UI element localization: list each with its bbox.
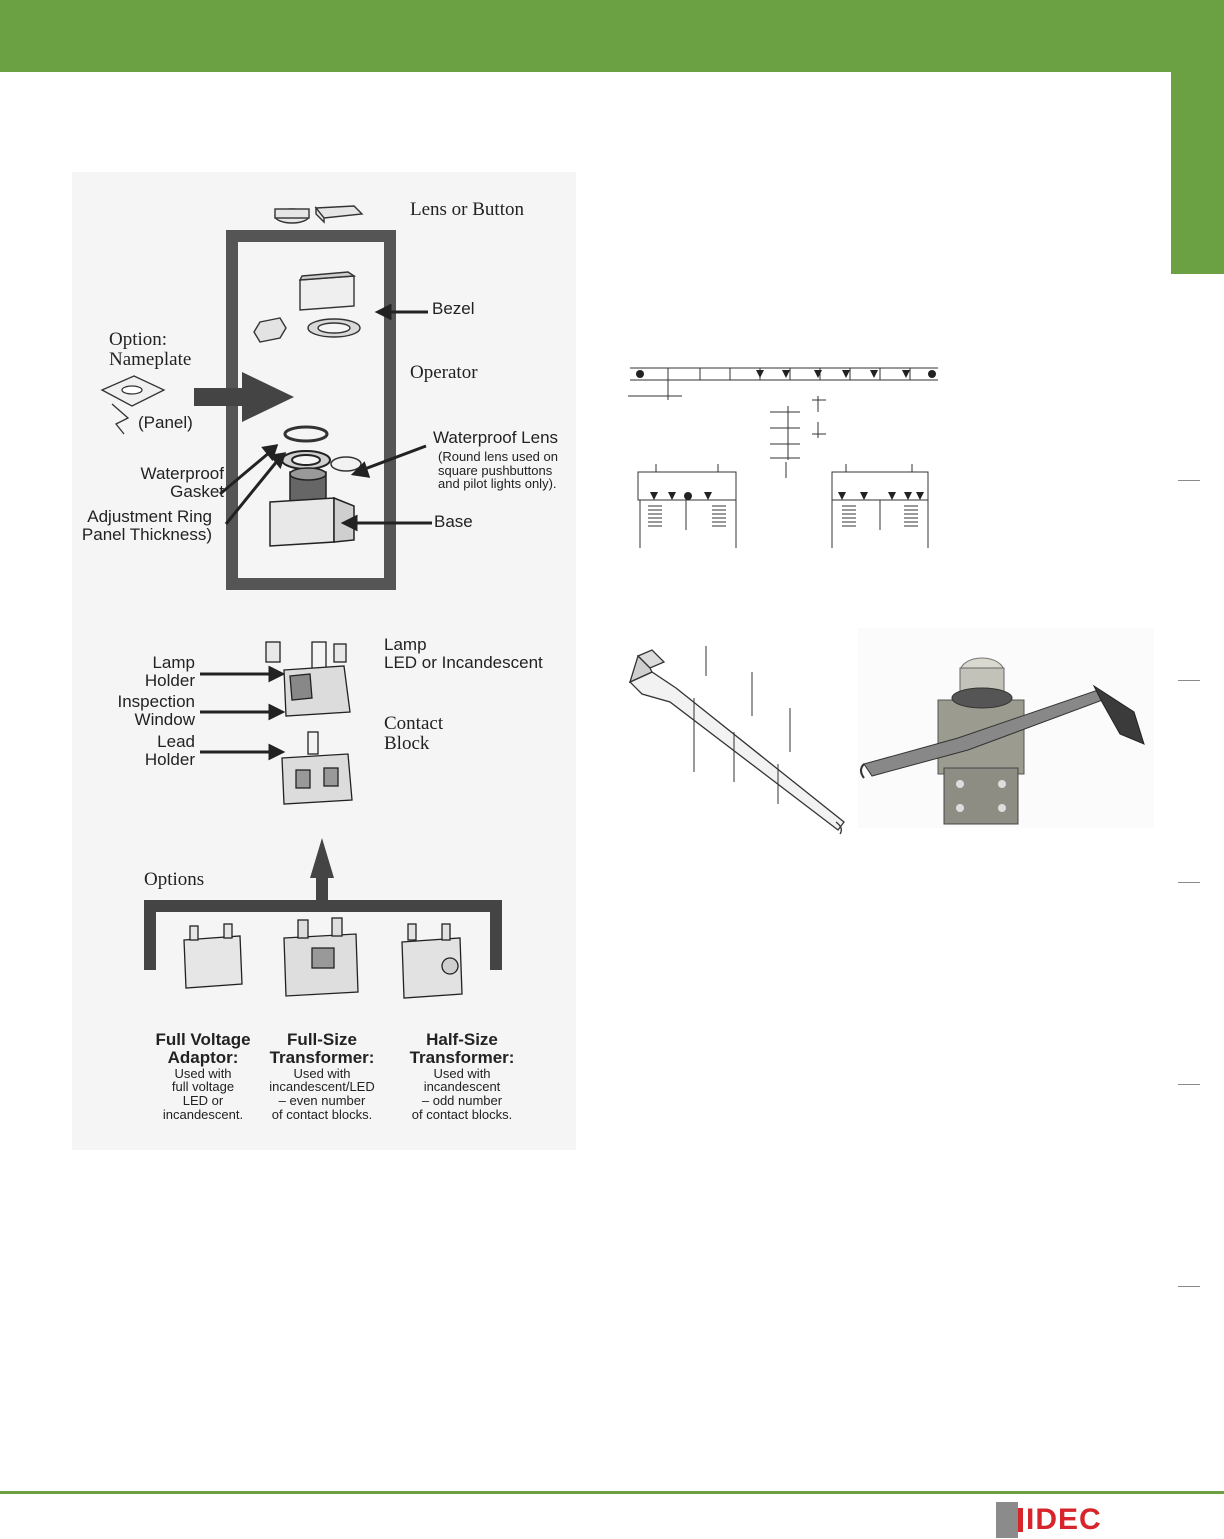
section-tab[interactable] (1171, 72, 1224, 274)
tool-with-operator-photo (858, 628, 1154, 828)
full-voltage-adaptor-caption: Full Voltage Adaptor: Used with full voltage LED or incandescent. (155, 1030, 251, 1122)
base-label: Base (434, 512, 473, 531)
insert-arrow (194, 372, 294, 422)
full-size-transformer-caption: Full-Size Transformer: Used with incandescent/LED – even number of contact blocks. (269, 1030, 375, 1122)
waterproof-lens-note: (Round lens used on square pushbuttons and pilot lights only). (438, 449, 558, 492)
waterproof-lens-icon (331, 457, 361, 471)
logo-gray-block (996, 1502, 1018, 1538)
footer-rule (0, 1491, 1224, 1494)
header-bar (0, 0, 1224, 72)
lamp-holder-label: Lamp Holder (144, 653, 195, 690)
lens-button-icon (275, 206, 362, 223)
side-tick-mark (1178, 1286, 1200, 1287)
lamp-holder-icon (266, 642, 350, 716)
lead-holder-label: Lead Holder (144, 732, 195, 769)
operator-label: Operator (410, 362, 478, 383)
half-size-transformer-caption: Half-Size Transformer: Used with incandescent – odd number of contact blocks. (409, 1030, 515, 1122)
lamp-label: Lamp LED or Incandescent (384, 635, 543, 672)
adjustment-ring-icon (282, 451, 330, 469)
logo-red-bar (1018, 1508, 1023, 1532)
lens-or-button-label: Lens or Button (410, 199, 524, 220)
contact-block-icon (282, 732, 352, 804)
adjustment-ring-label: Adjustment Ring Panel Thickness) (81, 507, 212, 544)
full-size-transformer-icon (284, 918, 358, 996)
options-label: Options (144, 869, 205, 890)
waterproof-lens-label: Waterproof Lens (433, 428, 559, 447)
logo-wordmark: IDEC (1026, 1503, 1102, 1536)
bezel-label: Bezel (432, 299, 475, 318)
side-tick-mark (1178, 480, 1200, 481)
side-tick-mark (1178, 1084, 1200, 1085)
exploded-assembly-diagram (72, 172, 576, 1150)
options-arrow (310, 838, 334, 878)
inspection-window-label: Inspection Window (117, 692, 195, 729)
base-icon (270, 468, 354, 546)
contact-block-label: Contact Block (384, 713, 444, 754)
idec-logo[interactable] (996, 1502, 1116, 1538)
half-size-transformer-icon (402, 924, 462, 998)
option-nameplate-label: Option: Nameplate (109, 329, 192, 370)
side-tick-mark (1178, 882, 1200, 883)
bezel-icon (254, 272, 360, 342)
full-voltage-adaptor-icon (184, 924, 242, 988)
panel-dimension-drawing (620, 350, 950, 550)
panel-label: (Panel) (138, 413, 193, 432)
waterproof-gasket-label: Waterproof Gasket (140, 464, 224, 501)
removal-tool-drawing (622, 636, 862, 836)
gasket-icon (285, 427, 327, 441)
side-tick-mark (1178, 680, 1200, 681)
